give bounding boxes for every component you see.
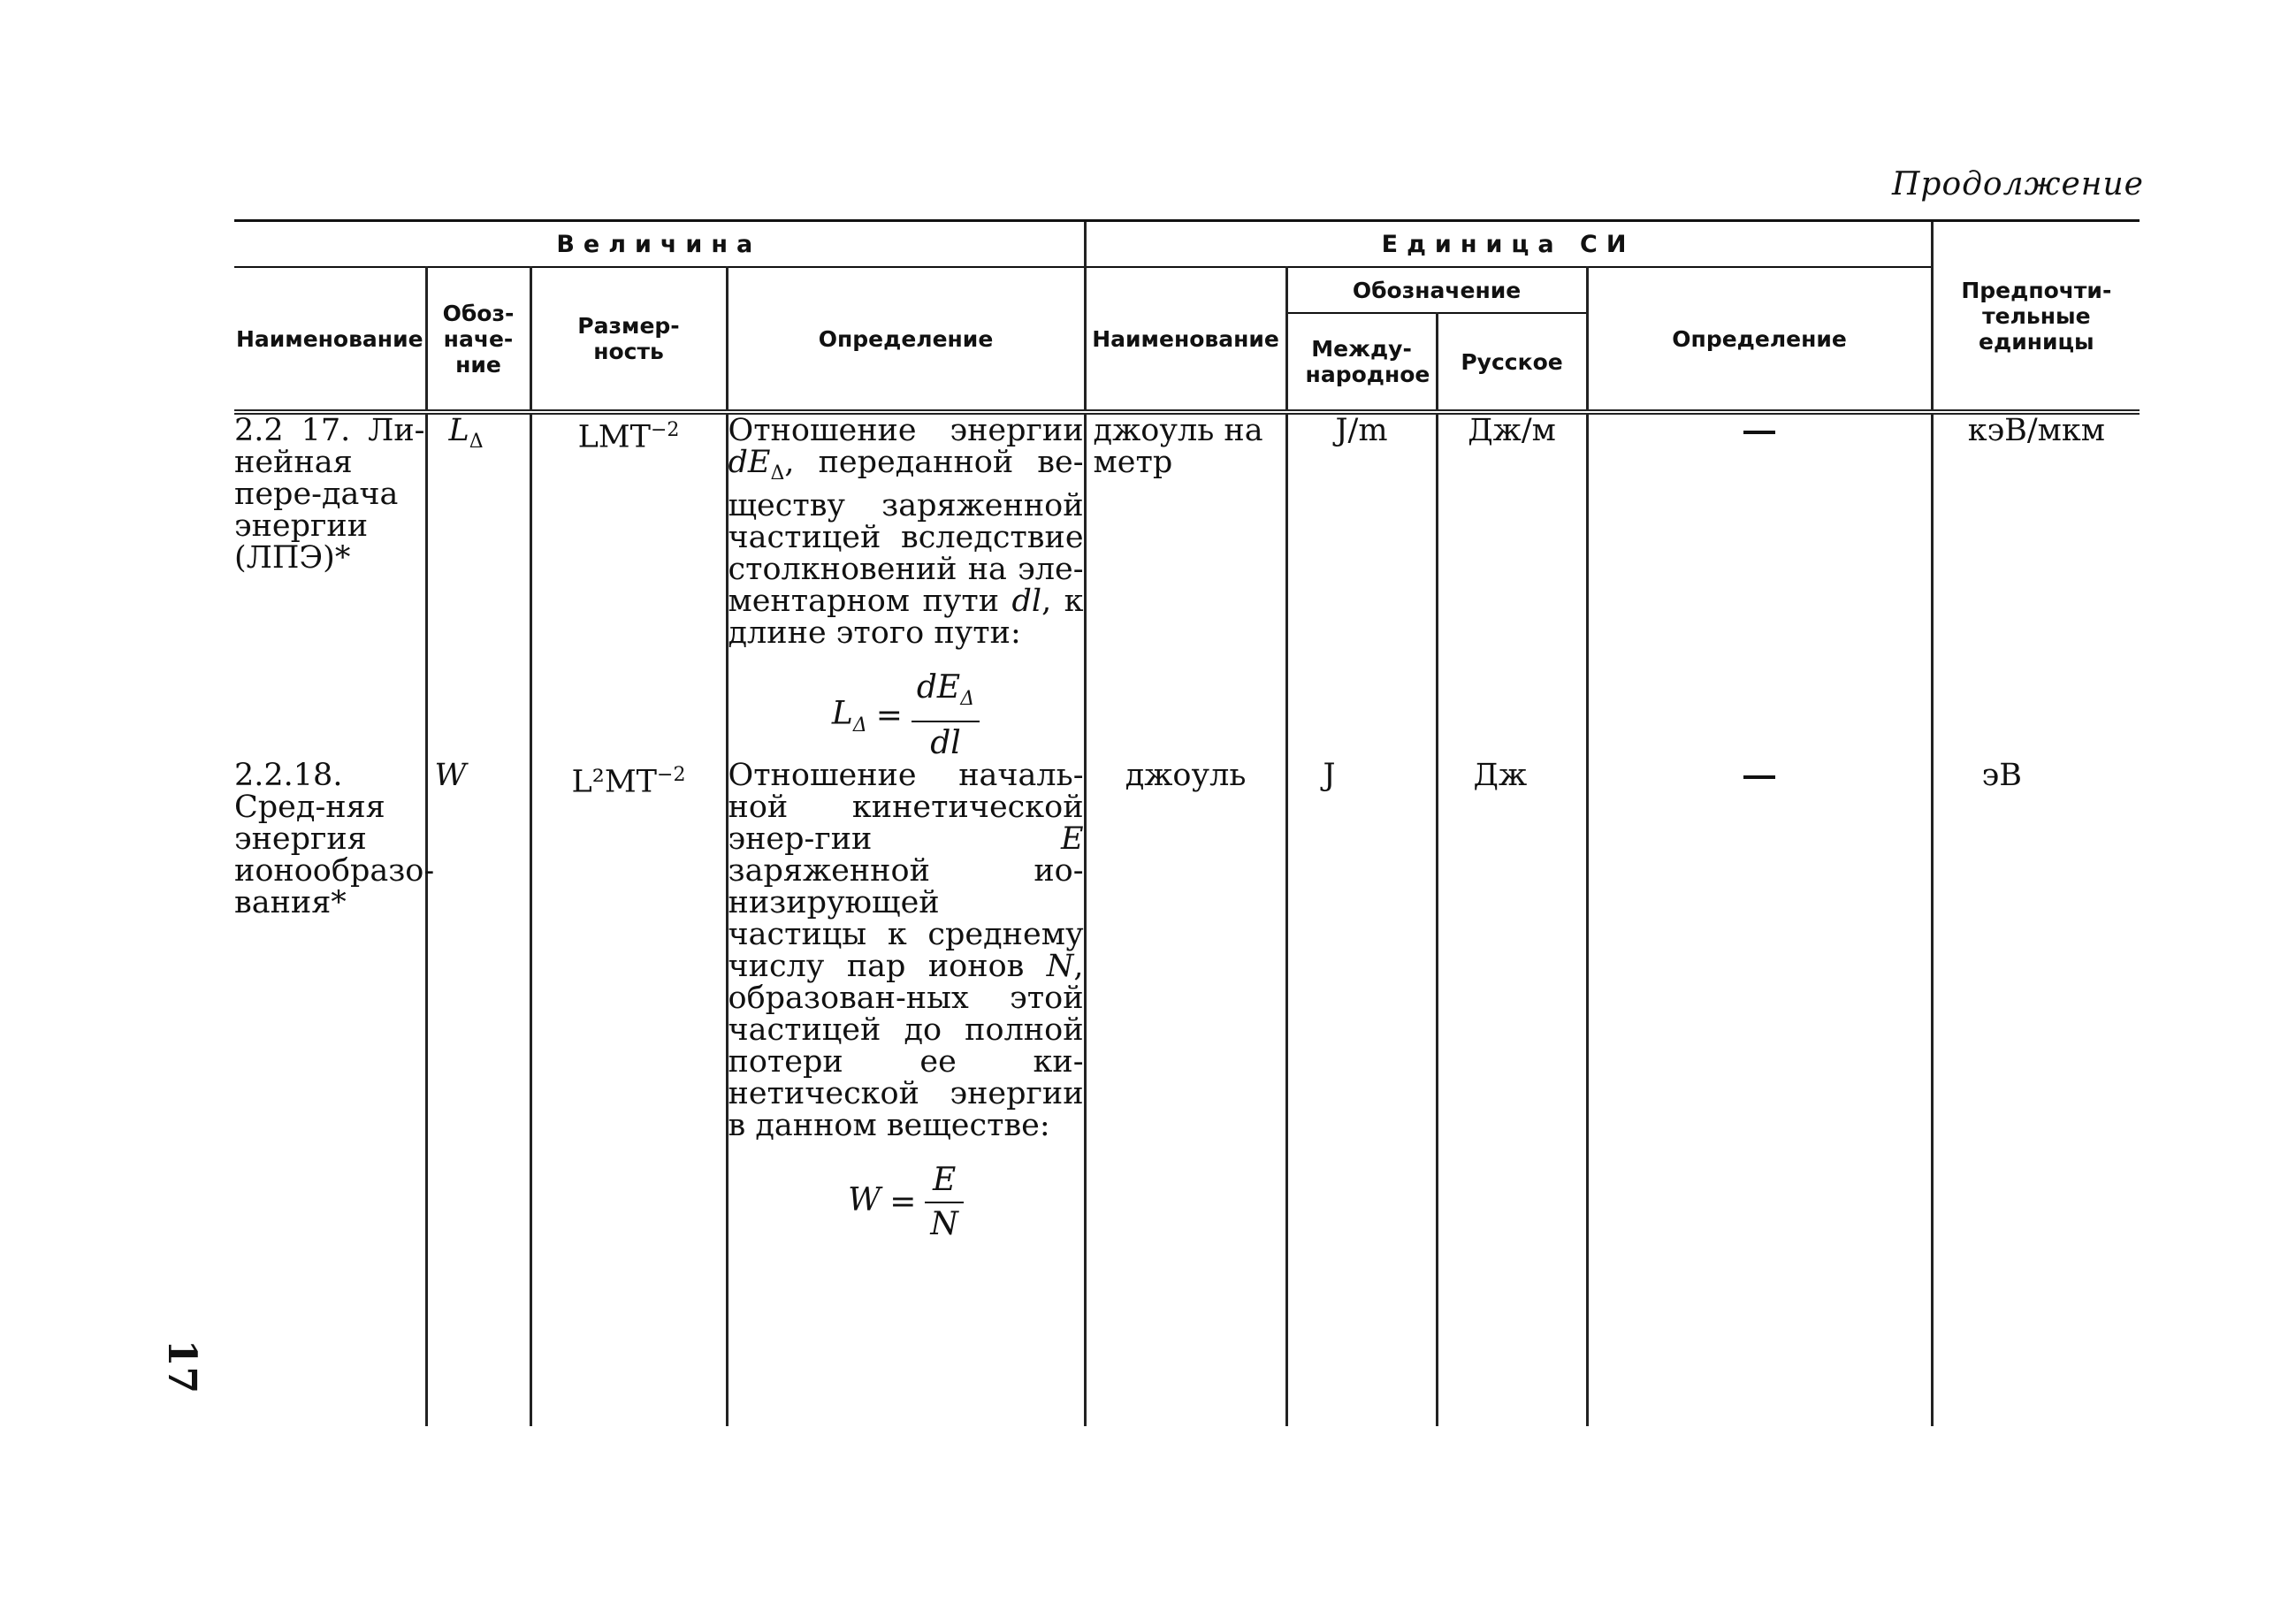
table-row [234,412,2140,760]
units-table [234,219,2140,1426]
header-preferred-units: Предпочти-тельные единицы [1932,221,2140,413]
quantity-dimension: $LMT^{-2}$ [530,412,727,760]
table-filler-row [234,1240,2140,1426]
unit-russian: Дж/м [1437,412,1587,760]
quantity-dimension: $L^2MT^{-2}$ [530,760,727,1240]
continuation-label: Продолжение [1892,166,2144,202]
table-row [234,760,2140,1240]
header-group-quantity: Величина [234,221,1085,268]
header-row [234,267,2140,313]
header-name: Наименование [235,325,423,352]
header-unit-designation: Обозначение [1286,267,1587,313]
formula-w: W = $\frac{E}{N}$ [728,1164,1084,1240]
quantity-name: 2.2.18. Сред-няя энергия ионообразо-вания* [234,758,435,921]
header-unit-name: Наименование [1085,267,1286,412]
quantity-definition: Отношение началь-ной кинетической энер-гии E заряженной ио-низирующей частицы к среднему числу пар ионов N, образован-ных этой частицей до полной потери ее ки-нетической энергии в данном веществе: W = $\frac{E}{N}$ [728,758,1084,1243]
page-number: 17 [159,1339,205,1394]
unit-international: J [1286,760,1437,1240]
unit-international: J/m [1286,412,1437,760]
unit-definition [1587,760,1932,1240]
unit-name: джоуль на метр [1085,412,1286,760]
unit-definition [1587,412,1932,760]
unit-name: джоуль [1085,760,1286,1240]
dash-mark [1743,431,1775,434]
header-group-si-unit: Единица СИ [1085,221,1932,268]
preferred-units: эВ [1932,760,2140,1240]
unit-russian: Дж [1437,760,1587,1240]
quantity-definition: Отношение энергии $dE_\Delta$, переданной ве-ществу заряженной частицей вследствие столкновений на эле-ментарном пути dl, к длине этого пути: $L_\Delta$ = $\frac{dE_\Delta}{dl}$ [728,413,1084,762]
header-unit-definition: Определение [1587,267,1932,412]
formula-let: $L_\Delta$ = $\frac{dE_\Delta}{dl}$ [728,672,1084,760]
quantity-name: 2.2 17. Ли-нейная пере-дача энергии (ЛПЭ)* [234,413,425,576]
preferred-units: кэВ/мкм [1932,412,2140,760]
header-designation-russian: Русское [1437,313,1587,412]
header-dimension: Размер-ность [530,267,727,412]
header-group-row [234,221,2140,268]
header-definition: Определение [727,267,1085,412]
dash-mark [1743,775,1775,779]
header-designation-international: Между-народное [1286,313,1437,412]
header-symbol: Обоз-наче-ние [426,267,530,412]
quantity-symbol: $L_\Delta$ [426,412,530,760]
quantity-symbol: W [426,760,530,1240]
